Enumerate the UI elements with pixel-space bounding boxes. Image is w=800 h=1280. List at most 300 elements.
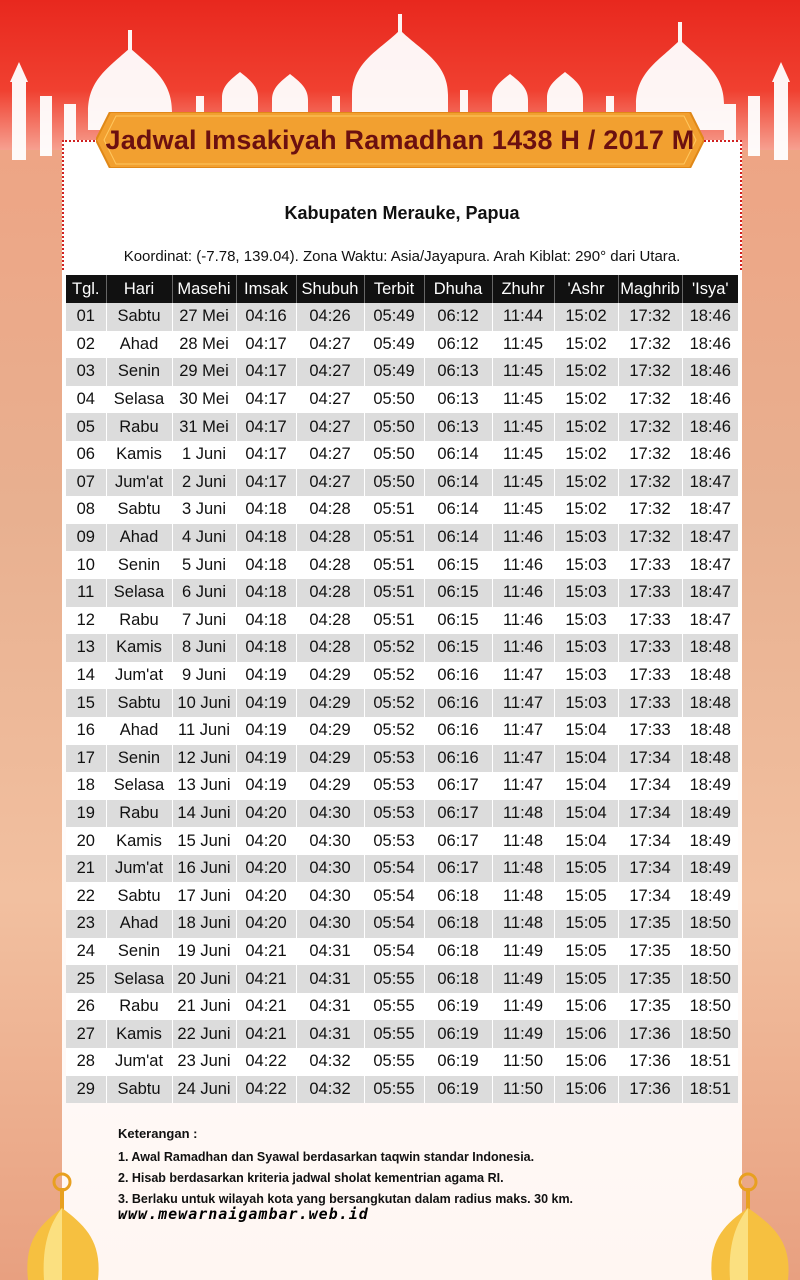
table-cell: 18:46 bbox=[682, 441, 738, 469]
table-cell: 18:50 bbox=[682, 938, 738, 966]
table-cell: 11:49 bbox=[492, 1020, 554, 1048]
table-cell: 14 bbox=[66, 662, 106, 690]
table-cell: 11:45 bbox=[492, 496, 554, 524]
table-cell: 04:17 bbox=[236, 358, 296, 386]
table-cell: 04:28 bbox=[296, 496, 364, 524]
table-cell: 04:21 bbox=[236, 993, 296, 1021]
table-cell: 18:50 bbox=[682, 1020, 738, 1048]
table-cell: 06:15 bbox=[424, 579, 492, 607]
table-cell: 15:03 bbox=[554, 634, 618, 662]
table-cell: Jum'at bbox=[106, 1048, 172, 1076]
table-row bbox=[66, 965, 738, 993]
table-cell: 30 Mei bbox=[172, 386, 236, 414]
table-row bbox=[66, 910, 738, 938]
table-cell: 04:16 bbox=[236, 303, 296, 331]
table-cell: 15:02 bbox=[554, 469, 618, 497]
table-cell: 9 Juni bbox=[172, 662, 236, 690]
table-cell: 04:31 bbox=[296, 965, 364, 993]
table-row bbox=[66, 1076, 738, 1104]
table-row bbox=[66, 607, 738, 635]
table-cell: 05:49 bbox=[364, 358, 424, 386]
table-cell: 04:20 bbox=[236, 800, 296, 828]
table-cell: 05:49 bbox=[364, 331, 424, 359]
location-title: Kabupaten Merauke, Papua bbox=[284, 203, 520, 223]
table-cell: 18:51 bbox=[682, 1048, 738, 1076]
table-cell: 17:32 bbox=[618, 386, 682, 414]
table-cell: 24 bbox=[66, 938, 106, 966]
table-cell: 11:47 bbox=[492, 689, 554, 717]
table-cell: 04:21 bbox=[236, 965, 296, 993]
table-cell: 17:32 bbox=[618, 303, 682, 331]
table-row bbox=[66, 800, 738, 828]
table-cell: 29 bbox=[66, 1076, 106, 1104]
table-row bbox=[66, 386, 738, 414]
table-cell: 05:52 bbox=[364, 689, 424, 717]
table-cell: 05:55 bbox=[364, 1048, 424, 1076]
column-header: 'Ashr bbox=[554, 275, 618, 303]
table-cell: 06:18 bbox=[424, 910, 492, 938]
table-cell: 06:19 bbox=[424, 993, 492, 1021]
table-cell: 06:17 bbox=[424, 855, 492, 883]
table-cell: 18:50 bbox=[682, 965, 738, 993]
table-cell: 15 bbox=[66, 689, 106, 717]
table-cell: 04:30 bbox=[296, 855, 364, 883]
table-cell: 12 bbox=[66, 607, 106, 635]
table-cell: 05:53 bbox=[364, 745, 424, 773]
table-cell: 18:49 bbox=[682, 827, 738, 855]
table-cell: 17:36 bbox=[618, 1020, 682, 1048]
table-cell: 1 Juni bbox=[172, 441, 236, 469]
table-cell: 17:36 bbox=[618, 1048, 682, 1076]
table-cell: 17:32 bbox=[618, 524, 682, 552]
table-cell: 18:49 bbox=[682, 772, 738, 800]
table-cell: 18:46 bbox=[682, 331, 738, 359]
table-cell: 13 Juni bbox=[172, 772, 236, 800]
table-cell: 06:16 bbox=[424, 689, 492, 717]
table-cell: 04:20 bbox=[236, 882, 296, 910]
table-cell: Sabtu bbox=[106, 1076, 172, 1104]
table-cell: 11:50 bbox=[492, 1076, 554, 1104]
table-cell: 17:32 bbox=[618, 331, 682, 359]
table-cell: 11:46 bbox=[492, 524, 554, 552]
table-cell: 24 Juni bbox=[172, 1076, 236, 1104]
table-row bbox=[66, 358, 738, 386]
column-header: Terbit bbox=[364, 275, 424, 303]
table-cell: 04:19 bbox=[236, 745, 296, 773]
table-cell: 27 Mei bbox=[172, 303, 236, 331]
table-row bbox=[66, 689, 738, 717]
table-cell: Selasa bbox=[106, 386, 172, 414]
table-cell: 15:02 bbox=[554, 386, 618, 414]
table-cell: 17:33 bbox=[618, 551, 682, 579]
table-cell: 15:02 bbox=[554, 331, 618, 359]
table-cell: 04:17 bbox=[236, 331, 296, 359]
table-cell: 15:06 bbox=[554, 1048, 618, 1076]
table-cell: 20 bbox=[66, 827, 106, 855]
table-row bbox=[66, 469, 738, 497]
table-cell: 17:33 bbox=[618, 634, 682, 662]
table-cell: 04:28 bbox=[296, 607, 364, 635]
column-header: Dhuha bbox=[424, 275, 492, 303]
table-cell: 17:35 bbox=[618, 938, 682, 966]
table-cell: 04:20 bbox=[236, 855, 296, 883]
table-cell: 11:48 bbox=[492, 910, 554, 938]
table-cell: 27 bbox=[66, 1020, 106, 1048]
table-cell: 04:22 bbox=[236, 1076, 296, 1104]
table-row bbox=[66, 524, 738, 552]
table-cell: 06:18 bbox=[424, 938, 492, 966]
table-cell: 04:31 bbox=[296, 1020, 364, 1048]
table-cell: 06:19 bbox=[424, 1048, 492, 1076]
table-cell: 06:14 bbox=[424, 524, 492, 552]
table-cell: 17:34 bbox=[618, 800, 682, 828]
table-cell: Sabtu bbox=[106, 689, 172, 717]
table-cell: 06:15 bbox=[424, 634, 492, 662]
table-cell: 11:47 bbox=[492, 717, 554, 745]
table-cell: Ahad bbox=[106, 910, 172, 938]
table-row bbox=[66, 882, 738, 910]
table-cell: 11:45 bbox=[492, 469, 554, 497]
table-cell: 04:30 bbox=[296, 800, 364, 828]
note-item: 3. Berlaku untuk wilayah kota yang bersangkutan dalam radius maks. 30 km. bbox=[118, 1192, 574, 1206]
table-cell: 05:53 bbox=[364, 772, 424, 800]
table-cell: 3 Juni bbox=[172, 496, 236, 524]
table-cell: 22 bbox=[66, 882, 106, 910]
table-cell: 18:49 bbox=[682, 800, 738, 828]
table-cell: 17:35 bbox=[618, 965, 682, 993]
table-row bbox=[66, 827, 738, 855]
table-cell: Ahad bbox=[106, 717, 172, 745]
table-cell: 11:46 bbox=[492, 634, 554, 662]
table-cell: Rabu bbox=[106, 607, 172, 635]
table-cell: 18:48 bbox=[682, 717, 738, 745]
table-cell: 11:49 bbox=[492, 965, 554, 993]
table-cell: 18 Juni bbox=[172, 910, 236, 938]
table-cell: Selasa bbox=[106, 772, 172, 800]
table-cell: Jum'at bbox=[106, 855, 172, 883]
table-cell: 17 bbox=[66, 745, 106, 773]
column-header: Tgl. bbox=[66, 275, 106, 303]
table-cell: 18:48 bbox=[682, 662, 738, 690]
table-cell: 4 Juni bbox=[172, 524, 236, 552]
table-cell: 04:27 bbox=[296, 441, 364, 469]
table-cell: 04:29 bbox=[296, 772, 364, 800]
table-cell: 06:17 bbox=[424, 827, 492, 855]
table-cell: 17:32 bbox=[618, 441, 682, 469]
table-cell: 04:18 bbox=[236, 524, 296, 552]
note-item: 2. Hisab berdasarkan kriteria jadwal sholat kementrian agama RI. bbox=[118, 1171, 504, 1185]
notes-section bbox=[118, 1126, 573, 1213]
table-cell: 04:21 bbox=[236, 1020, 296, 1048]
table-cell: 15:05 bbox=[554, 965, 618, 993]
table-cell: 12 Juni bbox=[172, 745, 236, 773]
table-cell: 04:30 bbox=[296, 882, 364, 910]
table-cell: Sabtu bbox=[106, 496, 172, 524]
table-cell: 04:18 bbox=[236, 551, 296, 579]
table-cell: 11:48 bbox=[492, 882, 554, 910]
table-cell: 11:48 bbox=[492, 800, 554, 828]
table-cell: 06:14 bbox=[424, 496, 492, 524]
table-cell: 11 bbox=[66, 579, 106, 607]
table-cell: 06:13 bbox=[424, 386, 492, 414]
table-cell: 17:32 bbox=[618, 358, 682, 386]
table-cell: 02 bbox=[66, 331, 106, 359]
table-cell: 7 Juni bbox=[172, 607, 236, 635]
table-cell: 15:03 bbox=[554, 662, 618, 690]
table-row bbox=[66, 1048, 738, 1076]
table-cell: 05:55 bbox=[364, 1076, 424, 1104]
table-cell: 17:34 bbox=[618, 745, 682, 773]
table-cell: 17:34 bbox=[618, 772, 682, 800]
table-cell: 15:04 bbox=[554, 717, 618, 745]
table-cell: 17:35 bbox=[618, 910, 682, 938]
table-row bbox=[66, 1020, 738, 1048]
table-cell: 11:47 bbox=[492, 662, 554, 690]
table-cell: 04:18 bbox=[236, 579, 296, 607]
table-cell: Senin bbox=[106, 358, 172, 386]
column-header: Zhuhr bbox=[492, 275, 554, 303]
table-cell: 05:51 bbox=[364, 524, 424, 552]
table-row bbox=[66, 441, 738, 469]
table-cell: 09 bbox=[66, 524, 106, 552]
table-cell: 18:47 bbox=[682, 496, 738, 524]
table-cell: 11:47 bbox=[492, 745, 554, 773]
table-cell: 05:54 bbox=[364, 938, 424, 966]
table-cell: 05:54 bbox=[364, 855, 424, 883]
table-cell: 18:50 bbox=[682, 993, 738, 1021]
column-header: Masehi bbox=[172, 275, 236, 303]
table-row bbox=[66, 579, 738, 607]
table-cell: 23 bbox=[66, 910, 106, 938]
table-cell: 15 Juni bbox=[172, 827, 236, 855]
table-cell: 04:28 bbox=[296, 524, 364, 552]
table-cell: 26 bbox=[66, 993, 106, 1021]
table-cell: 15:04 bbox=[554, 745, 618, 773]
table-cell: 04:29 bbox=[296, 717, 364, 745]
table-cell: Kamis bbox=[106, 441, 172, 469]
table-cell: 19 Juni bbox=[172, 938, 236, 966]
table-cell: 06:18 bbox=[424, 882, 492, 910]
table-cell: 04:31 bbox=[296, 993, 364, 1021]
table-cell: 18:51 bbox=[682, 1076, 738, 1104]
table-cell: 16 Juni bbox=[172, 855, 236, 883]
table-cell: 15:05 bbox=[554, 855, 618, 883]
table-cell: 06:12 bbox=[424, 331, 492, 359]
table-cell: 04:29 bbox=[296, 689, 364, 717]
table-cell: 17:32 bbox=[618, 413, 682, 441]
table-cell: 04:18 bbox=[236, 496, 296, 524]
table-cell: 05:54 bbox=[364, 882, 424, 910]
table-cell: Sabtu bbox=[106, 882, 172, 910]
schedule-table bbox=[66, 275, 738, 1103]
note-item: 1. Awal Ramadhan dan Syawal berdasarkan taqwin standar Indonesia. bbox=[118, 1150, 535, 1164]
table-cell: 04:26 bbox=[296, 303, 364, 331]
table-cell: 06:16 bbox=[424, 662, 492, 690]
table-row bbox=[66, 772, 738, 800]
table-cell: 29 Mei bbox=[172, 358, 236, 386]
table-cell: 06:16 bbox=[424, 745, 492, 773]
table-cell: 04:27 bbox=[296, 331, 364, 359]
table-cell: Rabu bbox=[106, 800, 172, 828]
table-cell: 17:33 bbox=[618, 689, 682, 717]
table-cell: 04:21 bbox=[236, 938, 296, 966]
table-cell: 11:45 bbox=[492, 358, 554, 386]
table-cell: 17 Juni bbox=[172, 882, 236, 910]
table-cell: 15:03 bbox=[554, 524, 618, 552]
table-cell: 05:53 bbox=[364, 827, 424, 855]
table-cell: 06:13 bbox=[424, 358, 492, 386]
table-cell: 04:17 bbox=[236, 441, 296, 469]
table-cell: 04:17 bbox=[236, 413, 296, 441]
table-cell: 11:45 bbox=[492, 413, 554, 441]
table-cell: 15:05 bbox=[554, 938, 618, 966]
table-cell: 11:46 bbox=[492, 551, 554, 579]
table-cell: 04:32 bbox=[296, 1076, 364, 1104]
table-cell: 17:32 bbox=[618, 469, 682, 497]
table-cell: 05:55 bbox=[364, 965, 424, 993]
table-cell: 06:19 bbox=[424, 1076, 492, 1104]
table-cell: 15:03 bbox=[554, 607, 618, 635]
table-row bbox=[66, 331, 738, 359]
table-cell: Kamis bbox=[106, 1020, 172, 1048]
table-cell: 04:27 bbox=[296, 469, 364, 497]
column-header: Imsak bbox=[236, 275, 296, 303]
table-row bbox=[66, 634, 738, 662]
table-row bbox=[66, 745, 738, 773]
table-cell: Senin bbox=[106, 938, 172, 966]
table-cell: 04:27 bbox=[296, 386, 364, 414]
table-cell: 15:03 bbox=[554, 551, 618, 579]
table-cell: 06:14 bbox=[424, 469, 492, 497]
table-cell: 06:15 bbox=[424, 551, 492, 579]
table-cell: 17:34 bbox=[618, 855, 682, 883]
table-cell: 18:49 bbox=[682, 855, 738, 883]
table-cell: 11:45 bbox=[492, 386, 554, 414]
table-cell: Selasa bbox=[106, 965, 172, 993]
table-cell: 05:53 bbox=[364, 800, 424, 828]
table-row bbox=[66, 938, 738, 966]
table-cell: 06:17 bbox=[424, 772, 492, 800]
table-cell: 18:47 bbox=[682, 524, 738, 552]
table-cell: 10 Juni bbox=[172, 689, 236, 717]
table-cell: 17:33 bbox=[618, 579, 682, 607]
table-cell: Sabtu bbox=[106, 303, 172, 331]
table-cell: 28 Mei bbox=[172, 331, 236, 359]
table-cell: 8 Juni bbox=[172, 634, 236, 662]
table-cell: 18:48 bbox=[682, 745, 738, 773]
table-cell: 05:52 bbox=[364, 634, 424, 662]
table-cell: 04:20 bbox=[236, 827, 296, 855]
table-cell: Kamis bbox=[106, 827, 172, 855]
table-cell: 18:46 bbox=[682, 386, 738, 414]
table-cell: Jum'at bbox=[106, 469, 172, 497]
table-cell: 17:33 bbox=[618, 607, 682, 635]
right-dome-decoration bbox=[700, 1168, 800, 1280]
table-cell: 16 bbox=[66, 717, 106, 745]
table-cell: 15:06 bbox=[554, 993, 618, 1021]
table-cell: 04:19 bbox=[236, 689, 296, 717]
column-header: Maghrib bbox=[618, 275, 682, 303]
table-cell: 05:51 bbox=[364, 551, 424, 579]
left-dome-decoration bbox=[18, 1168, 108, 1280]
table-cell: 01 bbox=[66, 303, 106, 331]
table-cell: 04 bbox=[66, 386, 106, 414]
table-cell: 05:52 bbox=[364, 662, 424, 690]
table-cell: 15:02 bbox=[554, 358, 618, 386]
table-cell: 18:50 bbox=[682, 910, 738, 938]
table-cell: 18:46 bbox=[682, 358, 738, 386]
table-cell: 06:17 bbox=[424, 800, 492, 828]
table-cell: 05:50 bbox=[364, 469, 424, 497]
column-header: Shubuh bbox=[296, 275, 364, 303]
table-cell: 05:50 bbox=[364, 386, 424, 414]
table-cell: 06:19 bbox=[424, 1020, 492, 1048]
table-cell: 17:36 bbox=[618, 1076, 682, 1104]
table-cell: 14 Juni bbox=[172, 800, 236, 828]
table-cell: 03 bbox=[66, 358, 106, 386]
table-cell: 04:17 bbox=[236, 469, 296, 497]
table-cell: 20 Juni bbox=[172, 965, 236, 993]
table-cell: 04:28 bbox=[296, 579, 364, 607]
table-cell: 18:46 bbox=[682, 413, 738, 441]
table-cell: 17:32 bbox=[618, 496, 682, 524]
table-cell: 18:46 bbox=[682, 303, 738, 331]
table-cell: 31 Mei bbox=[172, 413, 236, 441]
table-cell: 22 Juni bbox=[172, 1020, 236, 1048]
table-cell: 19 bbox=[66, 800, 106, 828]
table-cell: 15:06 bbox=[554, 1020, 618, 1048]
table-cell: 06:14 bbox=[424, 441, 492, 469]
column-header: 'Isya' bbox=[682, 275, 738, 303]
table-cell: 11:49 bbox=[492, 993, 554, 1021]
table-cell: Ahad bbox=[106, 331, 172, 359]
table-cell: 07 bbox=[66, 469, 106, 497]
table-cell: 15:06 bbox=[554, 1076, 618, 1104]
table-cell: 04:17 bbox=[236, 386, 296, 414]
table-cell: Selasa bbox=[106, 579, 172, 607]
table-cell: Rabu bbox=[106, 993, 172, 1021]
notes-heading: Keterangan : bbox=[118, 1126, 198, 1141]
table-cell: 15:04 bbox=[554, 800, 618, 828]
table-cell: 04:31 bbox=[296, 938, 364, 966]
table-cell: Kamis bbox=[106, 634, 172, 662]
table-cell: Rabu bbox=[106, 413, 172, 441]
table-cell: 2 Juni bbox=[172, 469, 236, 497]
table-cell: 11 Juni bbox=[172, 717, 236, 745]
table-cell: Jum'at bbox=[106, 662, 172, 690]
table-cell: 04:19 bbox=[236, 717, 296, 745]
table-row bbox=[66, 855, 738, 883]
table-cell: 04:29 bbox=[296, 662, 364, 690]
table-cell: 05:51 bbox=[364, 607, 424, 635]
table-cell: 15:02 bbox=[554, 413, 618, 441]
table-cell: 15:04 bbox=[554, 772, 618, 800]
table-cell: 17:34 bbox=[618, 827, 682, 855]
table-cell: 05:55 bbox=[364, 1020, 424, 1048]
table-cell: 11:46 bbox=[492, 579, 554, 607]
table-cell: 11:45 bbox=[492, 441, 554, 469]
table-cell: 13 bbox=[66, 634, 106, 662]
table-cell: 18:47 bbox=[682, 579, 738, 607]
coordinates-info: Koordinat: (-7.78, 139.04). Zona Waktu: Asia/Jayapura. Arah Kiblat: 290° dari Utara. bbox=[123, 248, 681, 265]
table-cell: 05:51 bbox=[364, 496, 424, 524]
table-cell: 17:35 bbox=[618, 993, 682, 1021]
table-cell: 05:50 bbox=[364, 413, 424, 441]
table-cell: 11:49 bbox=[492, 938, 554, 966]
table-cell: 18:49 bbox=[682, 882, 738, 910]
table-cell: 04:30 bbox=[296, 910, 364, 938]
table-cell: 5 Juni bbox=[172, 551, 236, 579]
